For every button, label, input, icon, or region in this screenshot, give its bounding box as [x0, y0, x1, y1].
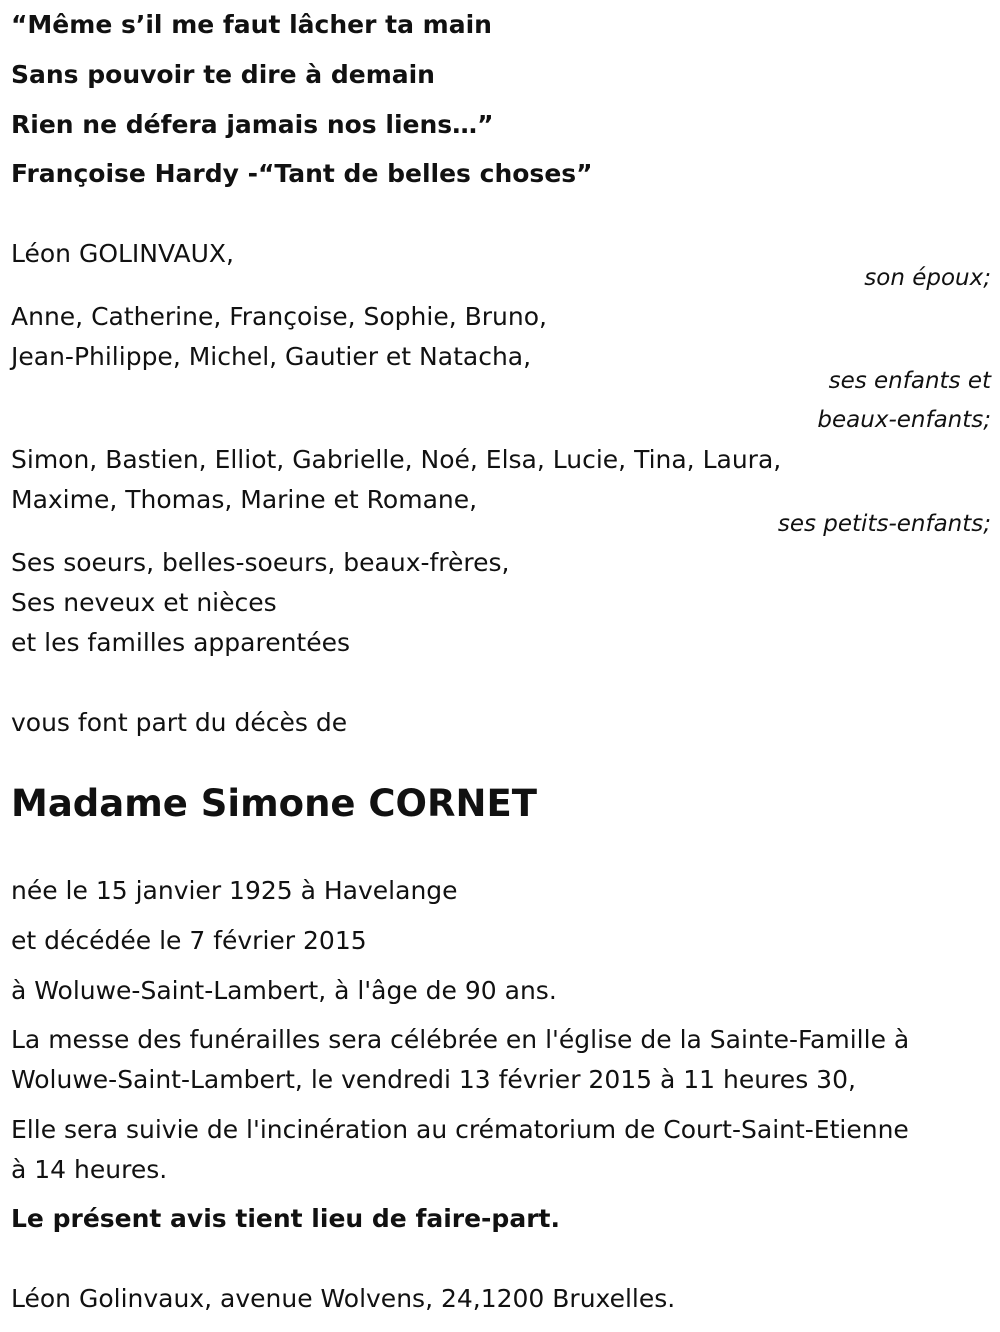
birth-details: née le 15 janvier 1925 à Havelange	[11, 876, 458, 905]
spouse-name: Léon GOLINVAUX,	[11, 239, 234, 268]
mass-line-1: La messe des funérailles sera célébrée en l'église de la Sainte-Famille à	[11, 1025, 910, 1054]
grandchildren-line-1: Simon, Bastien, Elliot, Gabrielle, Noé, Elsa, Lucie, Tina, Laura,	[11, 445, 782, 474]
quote-line-2: Sans pouvoir te dire à demain	[11, 60, 435, 89]
children-role-line-2: beaux-enfants;	[817, 407, 991, 433]
children-role-line-1: ses enfants et	[828, 368, 991, 394]
contact-address: Léon Golinvaux, avenue Wolvens, 24,1200 Bruxelles.	[11, 1284, 676, 1313]
quote-attribution: Françoise Hardy -“Tant de belles choses”	[11, 159, 593, 188]
children-line-1: Anne, Catherine, Françoise, Sophie, Bruno,	[11, 302, 547, 331]
quote-line-3: Rien ne défera jamais nos liens…”	[11, 110, 494, 139]
grandchildren-line-2: Maxime, Thomas, Marine et Romane,	[11, 485, 478, 514]
cremation-line-2: à 14 heures.	[11, 1155, 168, 1184]
quote-line-1: “Même s’il me faut lâcher ta main	[11, 10, 492, 39]
grandchildren-role: ses petits-enfants;	[777, 511, 991, 537]
spouse-role: son époux;	[864, 265, 991, 291]
mass-line-2: Woluwe-Saint-Lambert, le vendredi 13 février 2015 à 11 heures 30,	[11, 1065, 856, 1094]
notice-text: Le présent avis tient lieu de faire-part.	[11, 1204, 560, 1233]
relatives-line-2: Ses neveux et nièces	[11, 588, 277, 617]
cremation-line-1: Elle sera suivie de l'incinération au crématorium de Court-Saint-Etienne	[11, 1115, 909, 1144]
deceased-name: Madame Simone CORNET	[11, 782, 537, 825]
children-line-2: Jean-Philippe, Michel, Gautier et Natacha,	[11, 342, 532, 371]
death-details: et décédée le 7 février 2015	[11, 926, 367, 955]
place-age: à Woluwe-Saint-Lambert, à l'âge de 90 ans.	[11, 976, 557, 1005]
relatives-line-1: Ses soeurs, belles-soeurs, beaux-frères,	[11, 548, 510, 577]
announcement-text: vous font part du décès de	[11, 708, 348, 737]
relatives-line-3: et les familles apparentées	[11, 628, 351, 657]
